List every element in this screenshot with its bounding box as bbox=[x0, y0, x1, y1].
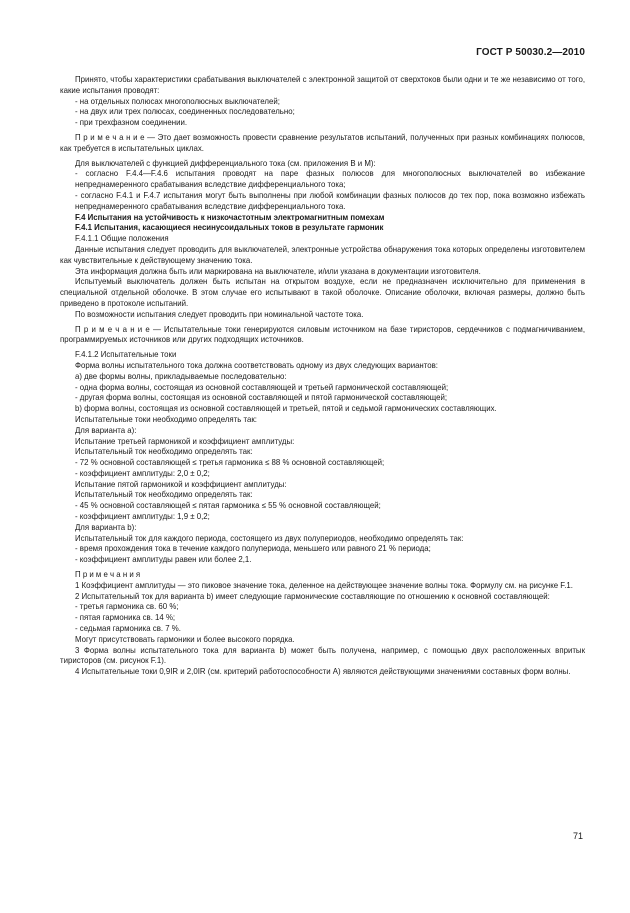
list-item: - на двух или трех полюсах, соединенных последовательно; bbox=[75, 107, 295, 117]
list-item: - третья гармоника св. 60 %; bbox=[75, 602, 179, 612]
paragraph: - одна форма волны, состоящая из основной составляющей и третьей гармонической составляющей; bbox=[75, 382, 449, 392]
paragraph: Испытательные токи необходимо определять так: bbox=[75, 414, 257, 424]
paragraph: Испытание пятой гармоникой и коэффициент амплитуды: bbox=[75, 479, 287, 489]
list-item: - согласно F.4.1 и F.4.7 испытания могут быть выполнены при любой комбинации фазных полюсов до тех пор, пока возможно избежать непреднамеренного срабатывания вследствие дифференциального тока. bbox=[75, 190, 585, 211]
paragraph: Могут присутствовать гармоники и более высокого порядка. bbox=[75, 634, 295, 644]
paragraph: Для варианта а): bbox=[75, 425, 137, 435]
paragraph: - коэффициент амплитуды: 1,9 ± 0,2; bbox=[75, 512, 210, 522]
paragraph: П р и м е ч а н и е — Испытательные токи генерируются силовым источником на базе тиристоров, сердечников с подмагничиванием, программируемых источников или других подходящих источников. bbox=[60, 324, 585, 345]
section-heading: F.4.1 Испытания, касающиеся несинусоидальных токов в результате гармоник bbox=[75, 223, 384, 233]
list-item: - на отдельных полюсах многополюсных выключателей; bbox=[75, 96, 280, 106]
paragraph: - другая форма волны, состоящая из основной составляющей и пятой гармонической составляющей; bbox=[75, 393, 447, 403]
paragraph: - коэффициент амплитуды равен или более 2,1. bbox=[75, 555, 252, 565]
paragraph: 4 Испытательные токи 0,9IR и 2,0IR (см. критерий работоспособности А) являются действующими значениями составных форм волны. bbox=[75, 667, 571, 677]
list-item: - при трехфазном соединении. bbox=[75, 118, 188, 128]
document-page bbox=[60, 0, 585, 913]
paragraph: - коэффициент амплитуды: 2,0 ± 0,2; bbox=[75, 468, 210, 478]
paragraph: - 45 % основной составляющей ≤ пятая гармоника ≤ 55 % основной составляющей; bbox=[75, 501, 381, 511]
paragraph: 2 Испытательный ток для варианта b) имеет следующие гармонические составляющие по отношению к основной составляющей: bbox=[75, 591, 550, 601]
paragraph: Для варианта b): bbox=[75, 522, 137, 532]
list-item: - седьмая гармоника св. 7 %. bbox=[75, 624, 181, 634]
paragraph: Принято, чтобы характеристики срабатывания выключателей с электронной защитой от сверхтоков были одни и те же независимо от того, какие испытания проводят: bbox=[60, 75, 585, 95]
paragraph: По возможности испытания следует проводить при номинальной частоте тока. bbox=[75, 309, 364, 319]
paragraph: F.4.1.2 Испытательные токи bbox=[75, 350, 177, 360]
paragraph: Для выключателей с функцией дифференциального тока (см. приложения В и М): bbox=[75, 158, 376, 168]
paragraph: 1 Коэффициент амплитуды — это пиковое значение тока, деленное на действующее значение волны тока. Формулу см. на рисунке F.1. bbox=[75, 580, 573, 590]
paragraph: П р и м е ч а н и е — Это дает возможность провести сравнение результатов испытаний, полученных при разных комбинациях полюсов, как требуется в испытательных циклах. bbox=[60, 132, 585, 153]
paragraph: F.4.1.1 Общие положения bbox=[75, 234, 169, 244]
paragraph: a) две формы волны, прикладываемые последовательно: bbox=[75, 371, 287, 381]
section-heading: F.4 Испытания на устойчивость к низкочастотным электромагнитным помехам bbox=[75, 212, 385, 222]
paragraph: П р и м е ч а н и я bbox=[75, 570, 141, 580]
paragraph: Испытательный ток необходимо определять так: bbox=[75, 447, 253, 457]
paragraph: Форма волны испытательного тока должна соответствовать одному из двух следующих вариантов: bbox=[75, 360, 438, 370]
paragraph: Испытательный ток для каждого периода, состоящего из двух полупериодов, необходимо определять так: bbox=[75, 533, 464, 543]
list-item: - пятая гармоника св. 14 %; bbox=[75, 613, 176, 623]
list-item: - согласно F.4.4—F.4.6 испытания проводят на паре фазных полюсов для многополюсных выключателей во избежание непреднамеренного срабатывания вследствие дифференциального тока; bbox=[75, 169, 585, 190]
paragraph: 3 Форма волны испытательного тока для варианта b) может быть получена, например, с помощью двух расположенных впритык тиристоров (см. рисунок F.1). bbox=[60, 645, 585, 666]
page-number: 71 bbox=[572, 831, 583, 841]
paragraph: - 72 % основной составляющей ≤ третья гармоника ≤ 88 % основной составляющей; bbox=[75, 458, 385, 468]
paragraph: Испытательный ток необходимо определять так: bbox=[75, 490, 253, 500]
paragraph: - время прохождения тока в течение каждого полупериода, меньшего или равного 21 % периода; bbox=[75, 544, 431, 554]
paragraph: Испытуемый выключатель должен быть испытан на открытом воздухе, если не предназначен исключительно для применения в специальной отдельной оболочке. В этом случае его испытывают в такой оболочке. Описание оболочки, включая размеры, должно быть приведено в протоколе испытаний. bbox=[60, 277, 585, 308]
paragraph: Эта информация должна быть или маркирована на выключателе, и/или указана в документации изготовителя. bbox=[75, 266, 481, 276]
paragraph: Данные испытания следует проводить для выключателей, электронные устройства обнаружения тока которых определены изготовителем как чувствительные к действующему значению тока. bbox=[60, 244, 585, 265]
paragraph: b) форма волны, состоящая из основной составляющей и третьей, пятой и седьмой гармонических составляющих. bbox=[75, 404, 497, 414]
document-number-header: ГОСТ Р 50030.2—2010 bbox=[476, 47, 585, 58]
document-body bbox=[60, 75, 585, 678]
paragraph: Испытание третьей гармоникой и коэффициент амплитуды: bbox=[75, 436, 295, 446]
